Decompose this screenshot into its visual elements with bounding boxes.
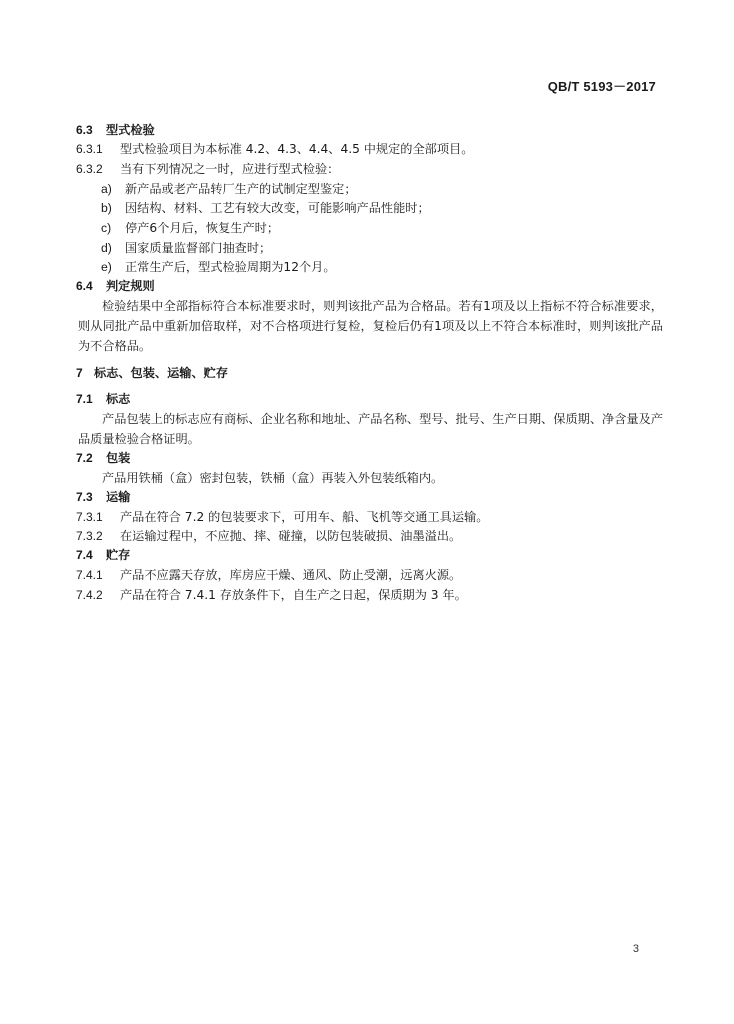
clause-text: 当有下列情况之一时，应进行型式检验： [120, 162, 340, 176]
clause-7-3-1 [76, 509, 488, 525]
clause-number: 6.3.1 [76, 142, 103, 156]
list-item [101, 259, 336, 275]
list-marker: c) [101, 221, 112, 235]
section-6-4-heading [76, 278, 155, 294]
section-title: 运输 [106, 490, 131, 504]
page-number: 3 [632, 943, 639, 955]
clause-text: 在运输过程中，不应抛、摔、碰撞，以防包装破损、油墨溢出。 [120, 529, 462, 543]
section-number: 7.2 [76, 451, 93, 465]
section-title: 判定规则 [106, 279, 155, 293]
paragraph-6-4: 检验结果中全部指标符合本标准要求时，则判该批产品为合格品。若有1项及以上指标不符合标准要求，则从同批产品中重新加倍取样，对不合格项进行复检，复检后仍有1项及以上不符合本标准时，则判该批产品为不合格品。 [78, 299, 663, 353]
clause-6-3-1 [76, 141, 473, 157]
clause-text: 型式检验项目为本标准 4.2、4.3、4.4、4.5 中规定的全部项目。 [120, 142, 474, 156]
list-item-text: 新产品或老产品转厂生产的试制定型鉴定； [125, 182, 357, 196]
section-title: 包装 [106, 451, 131, 465]
clause-number: 6.3.2 [76, 162, 103, 176]
list-item [101, 220, 279, 236]
list-marker: e) [101, 260, 112, 274]
clause-text: 产品不应露天存放，库房应干燥、通风、防止受潮，远离火源。 [120, 568, 462, 582]
list-marker: b) [101, 201, 112, 215]
paragraph-7-2: 产品用铁桶（盒）密封包装，铁桶（盒）再装入外包装纸箱内。 [102, 471, 444, 485]
list-item [101, 181, 357, 197]
chapter-7-heading [76, 365, 228, 381]
chapter-title: 标志、包装、运输、贮存 [94, 366, 229, 380]
list-item-text: 因结构、材料、工艺有较大改变，可能影响产品性能时； [125, 201, 430, 215]
paragraph-7-1: 产品包装上的标志应有商标、企业名称和地址、产品名称、型号、批号、生产日期、保质期、净含量及产品质量检验合格证明。 [78, 412, 663, 446]
section-title: 标志 [106, 392, 131, 406]
clause-number: 7.4.2 [76, 588, 103, 602]
section-7-1-heading [76, 391, 130, 407]
clause-text: 产品在符合 7.4.1 存放条件下，自生产之日起，保质期为 3 年。 [120, 588, 467, 602]
section-number: 6.4 [76, 279, 93, 293]
section-7-2-heading [76, 450, 130, 466]
clause-7-4-1 [76, 567, 461, 583]
list-item [101, 240, 271, 256]
section-number: 7.1 [76, 392, 93, 406]
list-item-text: 停产6个月后，恢复生产时； [125, 221, 280, 235]
list-marker: d) [101, 241, 112, 255]
clause-number: 7.4.1 [76, 568, 103, 582]
section-title: 型式检验 [106, 123, 155, 137]
chapter-number: 7 [76, 366, 83, 380]
section-number: 7.4 [76, 548, 93, 562]
clause-7-3-2 [76, 528, 461, 544]
standard-code: QB/T 5193－2017 [547, 79, 656, 94]
clause-number: 7.3.2 [76, 529, 103, 543]
clause-6-3-2 [76, 161, 339, 177]
section-number: 7.3 [76, 490, 93, 504]
section-title: 贮存 [106, 548, 131, 562]
section-7-3-heading [76, 489, 130, 505]
clause-number: 7.3.1 [76, 510, 103, 524]
list-item-text: 国家质量监督部门抽查时； [125, 241, 272, 255]
clause-text: 产品在符合 7.2 的包装要求下，可用车、船、飞机等交通工具运输。 [120, 510, 489, 524]
list-item [101, 200, 430, 216]
list-item-text: 正常生产后，型式检验周期为12个月。 [125, 260, 336, 274]
list-marker: a) [101, 182, 112, 196]
section-7-4-heading [76, 547, 130, 563]
section-6-3-heading [76, 122, 155, 138]
section-number: 6.3 [76, 123, 93, 137]
clause-7-4-2 [76, 587, 467, 603]
